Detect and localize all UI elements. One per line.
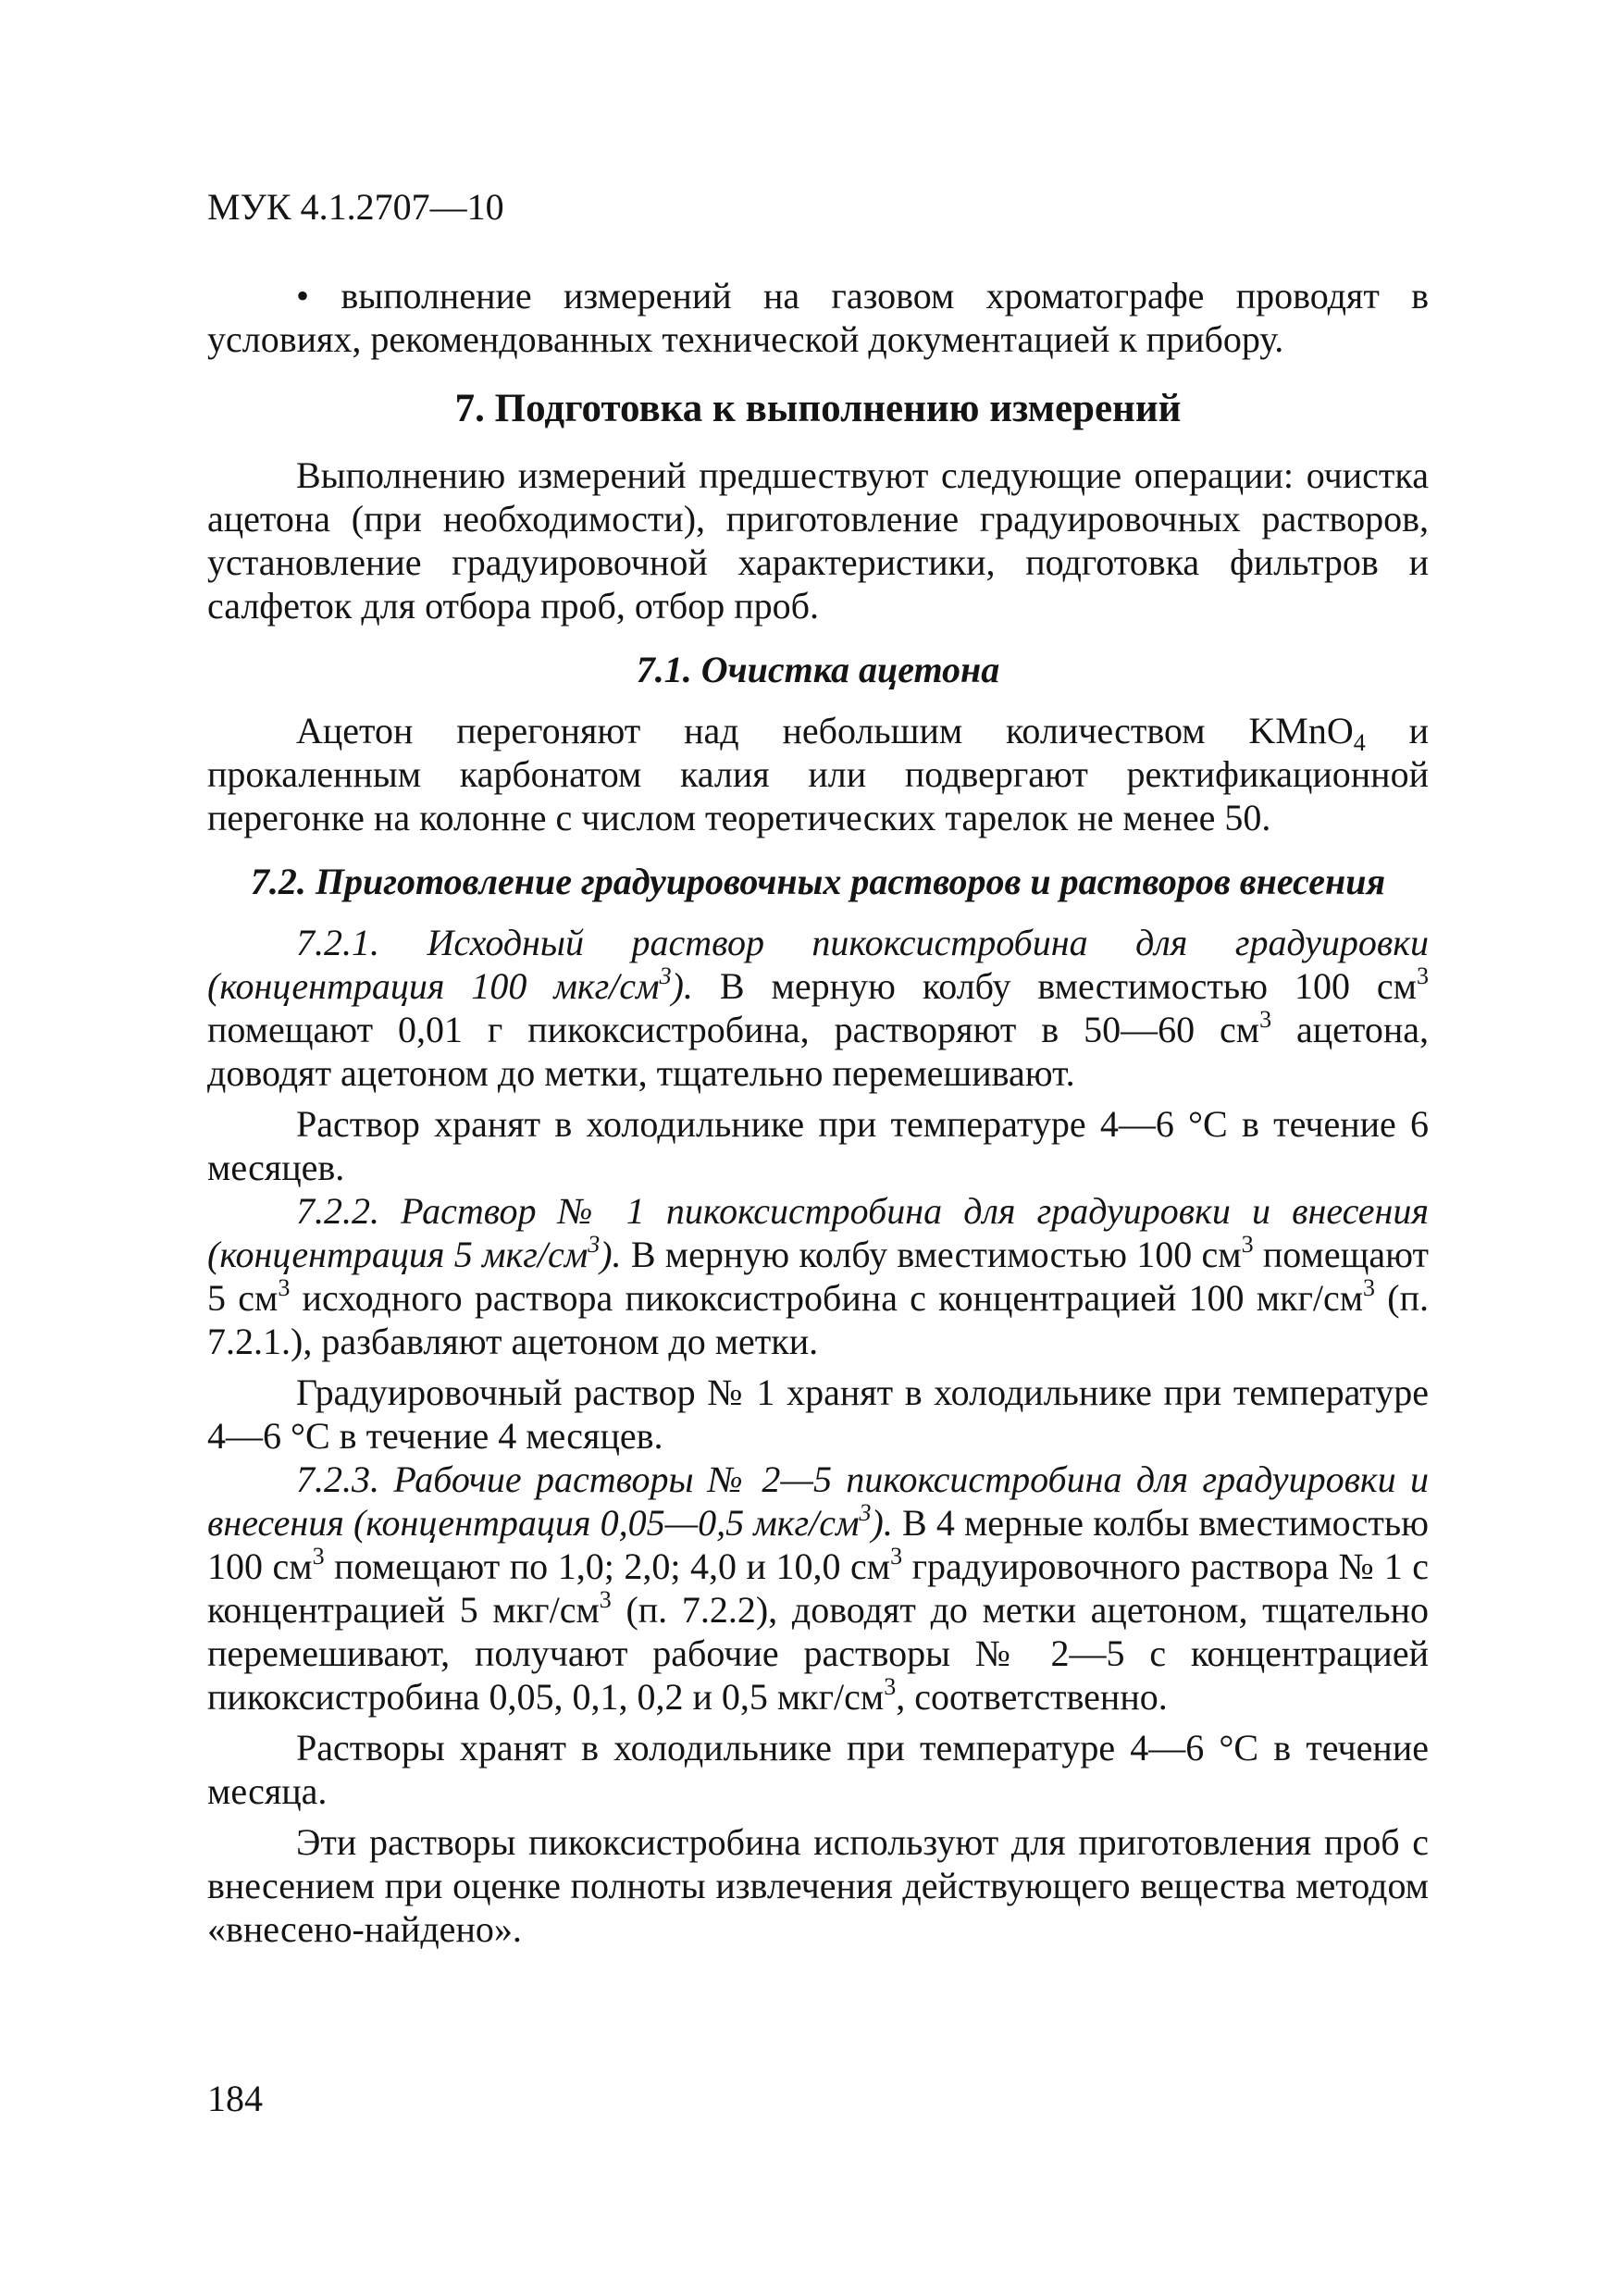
paragraph-7-2-1 bbox=[207, 921, 1429, 1095]
italic-run: 7.2.1. Исходный раствор пикоксистробина для градуировки (концентрация 100 мкг/см bbox=[207, 922, 1429, 1007]
paragraph-7-1 bbox=[207, 709, 1429, 839]
superscript: 3 bbox=[1259, 1006, 1272, 1033]
italic-run: ). bbox=[600, 1234, 622, 1275]
superscript: 3 bbox=[659, 962, 672, 989]
text-run: и прокаленным карбонатом калия или подвергают ректификационной перегонке на колонне с числом теоретических тарелок не менее 50. bbox=[207, 710, 1429, 838]
italic-run: 7.2.3. Рабочие растворы № 2—5 пикоксистробина для градуировки и внесения (концентрация 0,05—0,5 мкг/см bbox=[207, 1458, 1429, 1544]
section-heading-7: 7. Подготовка к выполнению измерений bbox=[454, 387, 1182, 430]
text-run: помещают по 1,0; 2,0; 4,0 и 10,0 см bbox=[324, 1545, 891, 1587]
text-run: , соответственно. bbox=[896, 1676, 1168, 1718]
text-run: В 4 мерные колбы вместимостью 100 см bbox=[207, 1502, 1429, 1587]
paragraph-7-2-2 bbox=[207, 1189, 1429, 1363]
paragraph-storage-2: Градуировочный раствор № 1 хранят в холодильнике при температуре 4—6 °С в течение 4 месяцев. bbox=[207, 1371, 1429, 1457]
paragraph-storage-1: Раствор хранят в холодильнике при температуре 4—6 °С в течение 6 месяцев. bbox=[207, 1103, 1429, 1188]
superscript: 3 bbox=[1363, 1274, 1376, 1301]
page-body bbox=[207, 274, 1429, 1951]
text-run: (п. 7.2.1.), разбавляют ацетоном до метки. bbox=[207, 1277, 1429, 1362]
text-run: В мерную колбу вместимостью 100 см bbox=[692, 965, 1417, 1007]
text-run: помещают 5 см bbox=[207, 1234, 1429, 1319]
page-number: 184 bbox=[207, 2078, 263, 2119]
text-run: исходного раствора пикоксистробина с концентрацией 100 мкг/см bbox=[290, 1277, 1364, 1319]
subscript: 4 bbox=[1353, 729, 1366, 756]
superscript: 3 bbox=[312, 1543, 325, 1570]
paragraph-storage-3: Растворы хранят в холодильнике при температуре 4—6 °С в течение месяца. bbox=[207, 1727, 1429, 1812]
italic-run: ). bbox=[671, 965, 693, 1007]
paragraph-7-intro: Выполнению измерений предшествуют следующие операции: очистка ацетона (при необходимости), приготовление градуировочных растворов, установление градуировочной характеристики, подготовка фильтров и салфеток для отбора проб, отбор проб. bbox=[207, 454, 1429, 627]
paragraph-7-2-3 bbox=[207, 1458, 1429, 1719]
text-run: градуировочного раствора № 1 с концентрацией 5 мкг/см bbox=[207, 1545, 1429, 1631]
superscript: 3 bbox=[859, 1499, 872, 1526]
text-run: Ацетон перегоняют над небольшим количеством KMnO bbox=[296, 710, 1354, 751]
subsection-heading-7-1: 7.1. Очистка ацетона bbox=[636, 649, 1000, 690]
page-header: МУК 4.1.2707—10 bbox=[207, 186, 504, 228]
italic-run: ). bbox=[871, 1502, 893, 1544]
superscript: 3 bbox=[599, 1586, 612, 1613]
superscript: 3 bbox=[1241, 1231, 1254, 1258]
superscript: 3 bbox=[588, 1231, 601, 1258]
text-run: (п. 7.2.2), доводят до метки ацетоном, тщательно перемешивают, получают рабочие растворы № 2—5 с концентрацией пикоксистробина 0,05, 0,1, 0,2 и 0,5 мкг/см bbox=[207, 1589, 1430, 1718]
paragraph-usage: Эти растворы пикоксистробина используют для приготовления проб с внесением при оценке полноты извлечения действующего вещества методом «внесено-найдено». bbox=[207, 1821, 1429, 1950]
bullet-paragraph: • выполнение измерений на газовом хроматографе проводят в условиях, рекомендованных технической документацией к прибору. bbox=[207, 275, 1429, 360]
text-run: ацетона, доводят ацетоном до метки, тщательно перемешивают. bbox=[207, 1009, 1430, 1094]
superscript: 3 bbox=[890, 1543, 903, 1570]
italic-run: 7.2.2. Раствор № 1 пикоксистробина для градуировки и внесения (концентрация 5 мкг/см bbox=[207, 1190, 1429, 1275]
subsection-heading-7-2: 7.2. Приготовление градуировочных растворов и растворов внесения bbox=[250, 861, 1386, 902]
superscript: 3 bbox=[1417, 962, 1429, 989]
superscript: 3 bbox=[278, 1274, 291, 1301]
text-run: помещают 0,01 г пикоксистробина, растворяют в 50—60 см bbox=[207, 1009, 1260, 1050]
superscript: 3 bbox=[884, 1673, 897, 1700]
text-run: В мерную колбу вместимостью 100 см bbox=[621, 1234, 1242, 1275]
